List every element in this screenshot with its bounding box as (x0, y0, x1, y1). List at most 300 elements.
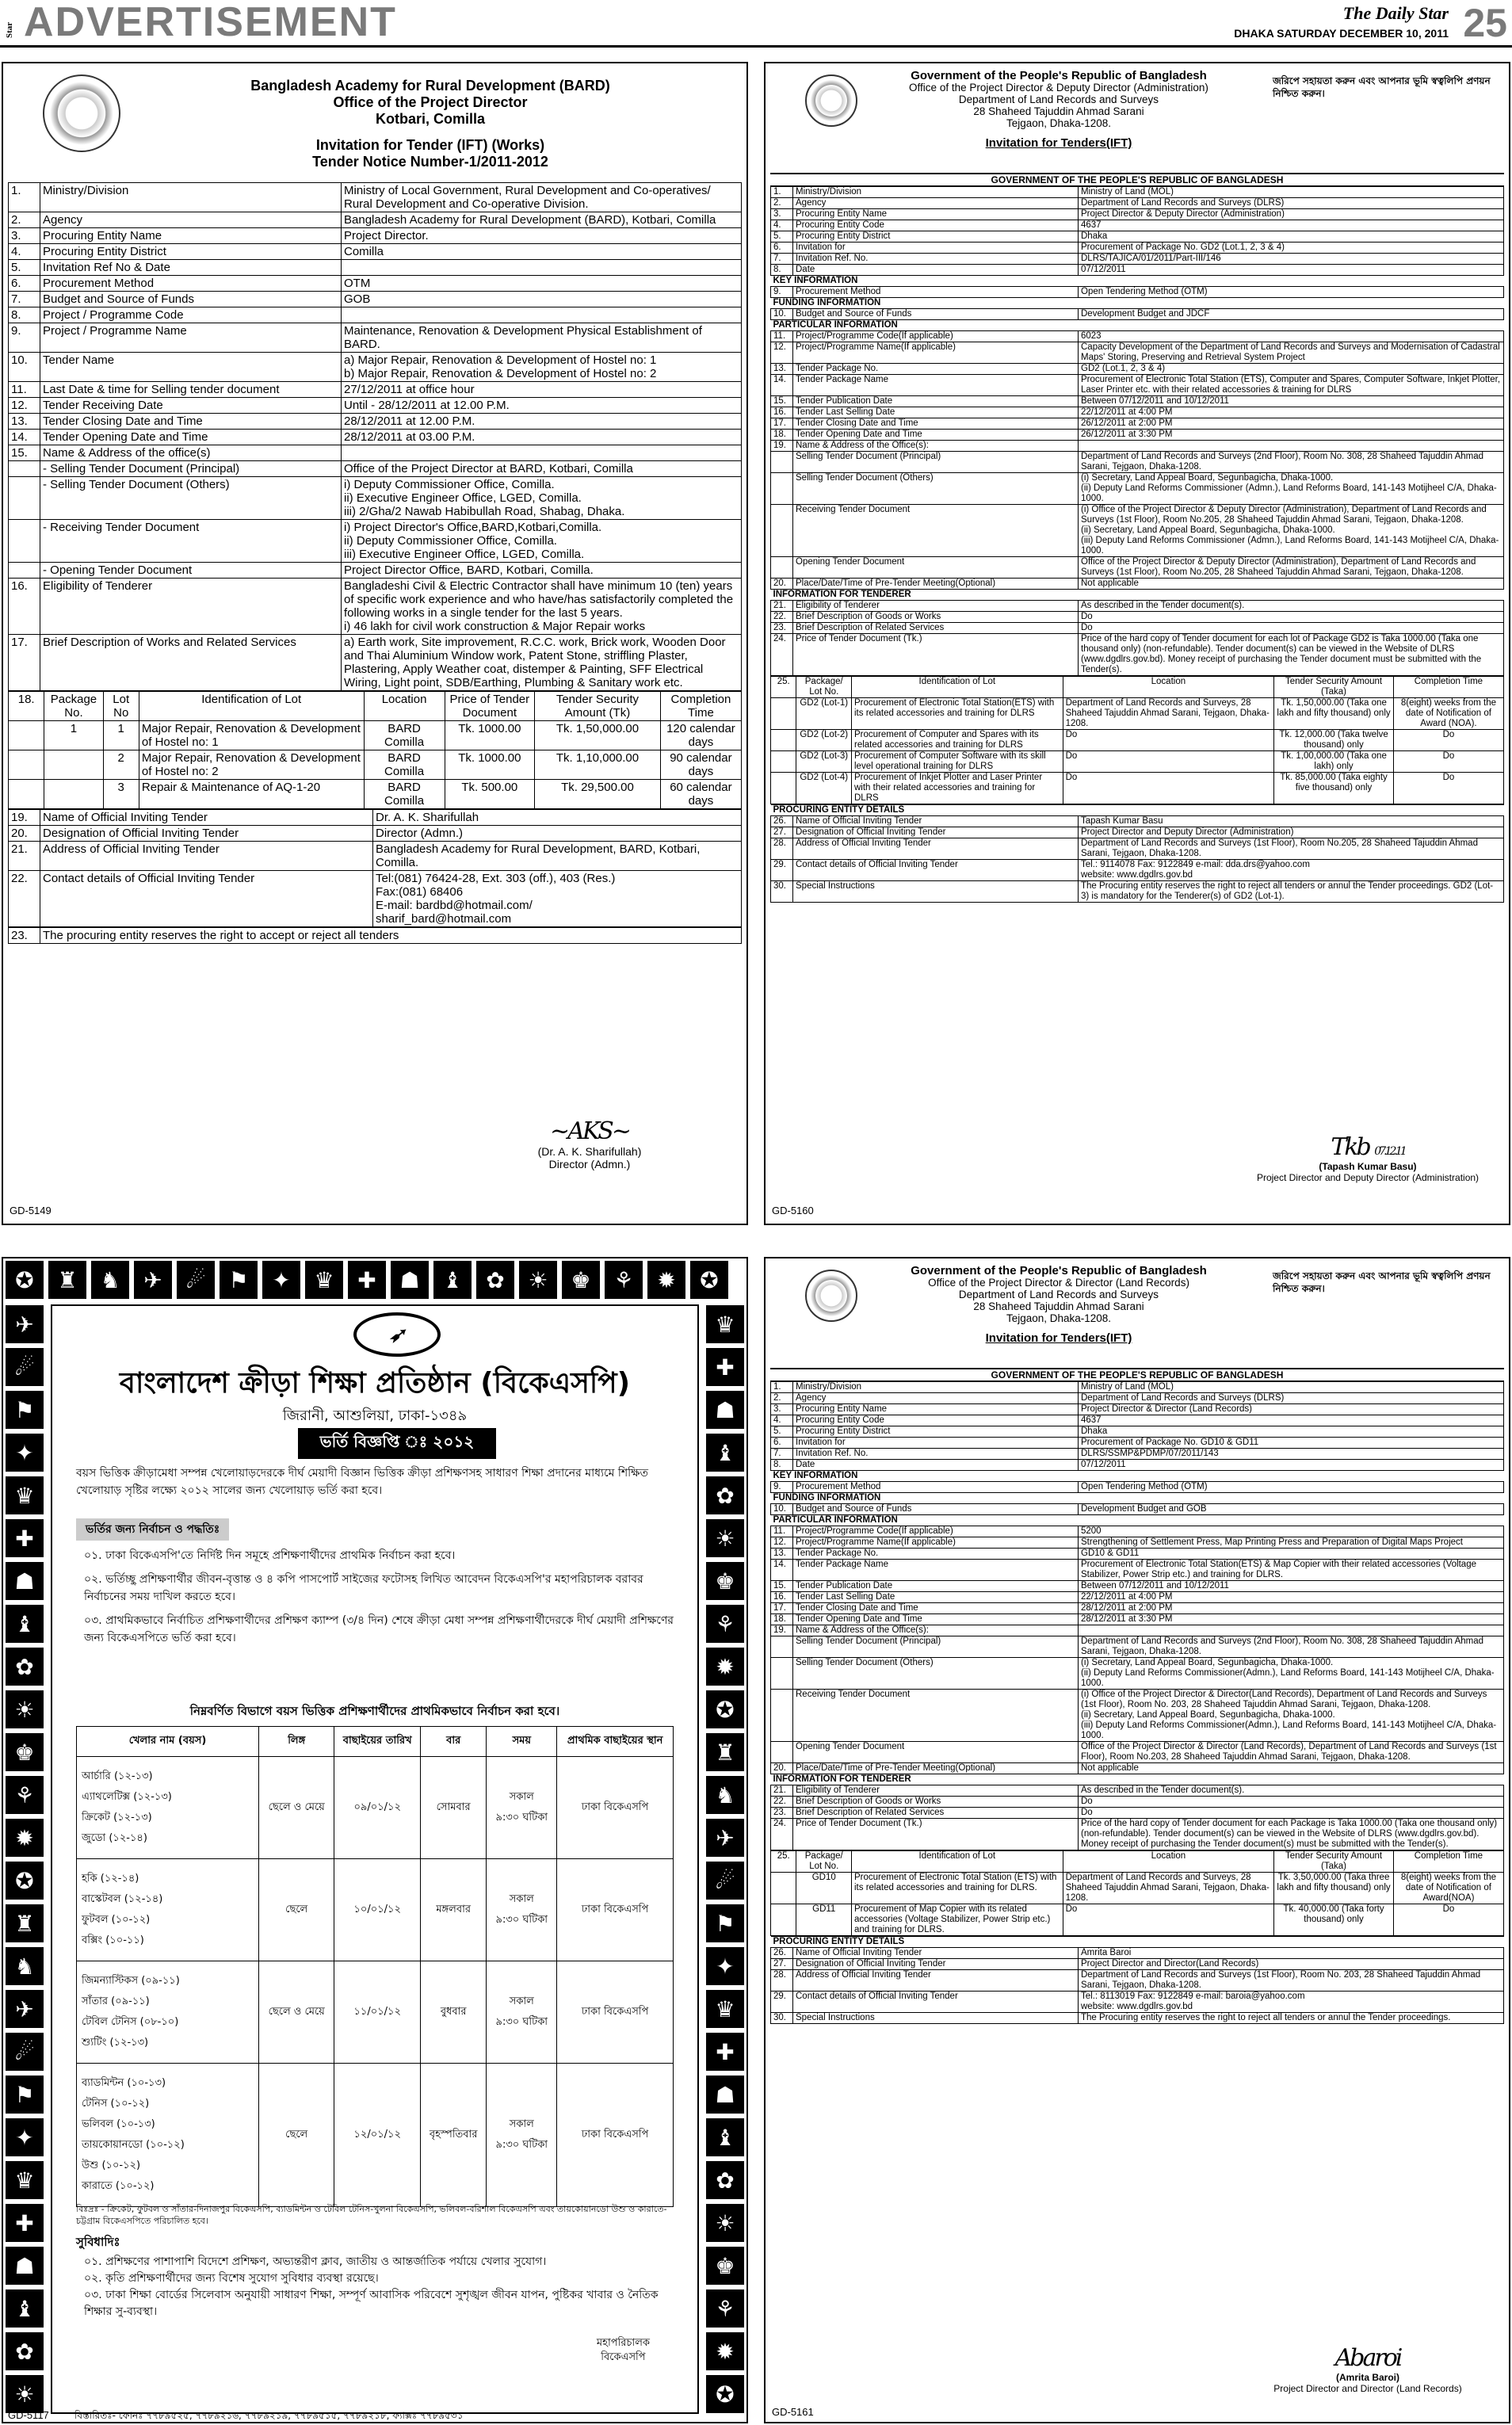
blank-cell (9, 750, 44, 780)
row-value: Maintenance, Renovation & Development Physical Establishment of BARD. (342, 323, 742, 353)
bksp-address: জিরানী, আশুলিয়া, ঢাকা-১৩৪৯ (282, 1407, 468, 1424)
row-value: (i) Secretary, Land Appeal Board, Segunbagicha, Dhaka-1000. (ii) Deputy Land Reforms Commissioner (Admn.), Land Reforms Board, 141-143 Motijheel C/A, Dhaka-1000. (1079, 473, 1504, 505)
sports-icon-strip-right (704, 1303, 746, 2415)
karate-icon: ☀ (6, 1690, 44, 1728)
lot-cell: GD2 (Lot-4) (796, 773, 852, 804)
department: Department of Land Records and Surveys (958, 94, 1159, 105)
hockey-icon: ⚑ (706, 1904, 744, 1942)
table-row (771, 1493, 1504, 1504)
row-number: 3. (771, 209, 793, 220)
column-header: সময় (487, 1727, 557, 1757)
row-value (342, 445, 742, 461)
row-label: Tender Package Name (793, 1560, 1079, 1581)
row-number: 7. (771, 1449, 793, 1460)
row-value: DLRS/SSMP&PDMP/07/2011/143 (1079, 1449, 1504, 1460)
benefit-item: ০২. কৃতি প্রশিক্ষণার্থীদের জন্য বিশেষ সুযোগ সুবিধার ব্যবস্থা রয়েছে। (84, 2272, 379, 2285)
table-row (771, 396, 1504, 407)
column-header: প্রাথমিক বাছাইয়ের স্থান (557, 1727, 674, 1757)
row-label: Brief Description of Goods or Works (793, 612, 1079, 623)
row-value: 22/12/2011 at 4:00 PM (1079, 1592, 1504, 1603)
row-value: Price of the hard copy of Tender document for each Package is Taka 1000.00 (Taka one thousand only) (non-refundable). Tender document(s) can be viewed in the Website of DLRS (www.dgdlrs.gov.bd). Money receipt of purchasing the Tender document(s) must be submitted with the Tender(s). (1079, 1819, 1504, 1850)
row-label: Designation of Official Inviting Tender (793, 1959, 1079, 1970)
swimming-icon: ✈ (6, 1305, 44, 1343)
lot-row (771, 773, 1504, 804)
column-header: 18. (9, 692, 44, 721)
schedule-cell: সকাল ৯:৩০ ঘটিকা (487, 1757, 557, 1859)
athletics-icon: ⚘ (706, 2289, 744, 2328)
row-value: Project Director and Director(Land Records) (1079, 1959, 1504, 1970)
table-row (771, 1592, 1504, 1603)
tennis-icon: ♝ (706, 1434, 744, 1472)
ift-title: Invitation for Tenders(IFT) (985, 136, 1132, 150)
table-row (771, 590, 1504, 601)
table-row (771, 287, 1504, 298)
table-row (771, 1482, 1504, 1493)
schedule-cell: সকাল ৯:৩০ ঘটিকা (487, 2064, 557, 2207)
table-row (9, 307, 742, 323)
lot-cell: Do (1063, 773, 1274, 804)
row-number: 1. (771, 187, 793, 198)
lot-cell: 1 (44, 721, 103, 750)
row-value: 6023 (1079, 331, 1504, 342)
bksp-admission-ad (2, 1257, 748, 2423)
lot-cell: BARD Comilla (364, 721, 445, 750)
row-label: Receiving Tender Document (793, 505, 1079, 557)
table-row (771, 1948, 1504, 1959)
row-label: - Opening Tender Document (40, 563, 342, 579)
table-row (771, 418, 1504, 430)
lot-row (771, 698, 1504, 730)
department: Department of Land Records and Surveys (958, 1289, 1159, 1300)
row-value: 07/12/2011 (1079, 1460, 1504, 1471)
table-row (9, 635, 742, 691)
column-header: খেলার নাম (বয়স) (77, 1727, 259, 1757)
lot-header-row (771, 677, 1504, 698)
lot-cell: 2 (103, 750, 139, 780)
athletics-icon: ⚘ (605, 1261, 643, 1299)
row-number: 5. (771, 1426, 793, 1438)
table-row (9, 212, 742, 228)
row-number: 14. (9, 430, 40, 445)
lot-cell: Major Repair, Renovation & Development of Hostel no: 2 (139, 750, 364, 780)
row-value: 28/12/2011 at 2:00 PM (1079, 1603, 1504, 1614)
section-title: ADVERTISEMENT (24, 0, 397, 45)
row-number: 22. (9, 871, 40, 927)
section-heading: KEY INFORMATION (771, 276, 1504, 287)
row-value: a) Major Repair, Renovation & Development of Hostel no: 1 b) Major Repair, Renovation & Development of Hostel no: 2 (342, 353, 742, 382)
row-number: 5. (771, 231, 793, 242)
row-label: Project/Programme Name(If applicable) (793, 342, 1079, 364)
row-label: Address of Official Inviting Tender (40, 842, 373, 871)
row-value: 26/12/2011 at 2:00 PM (1079, 418, 1504, 430)
section-heading: PROCURING ENTITY DETAILS (771, 805, 1504, 816)
archery-icon: ✪ (6, 1261, 44, 1299)
basketball-icon: ✹ (6, 1819, 44, 1857)
lot-cell: BARD Comilla (364, 750, 445, 780)
row-number (9, 563, 40, 579)
row-value: 27/12/2011 at office hour (342, 382, 742, 398)
signature-block (1233, 1133, 1502, 1183)
schedule-cell: সকাল ৯:৩০ ঘটিকা (487, 1859, 557, 1961)
table-row (9, 871, 742, 927)
schedule-row (77, 1859, 674, 1961)
column-header: Package/ Lot No. (796, 1851, 852, 1873)
table-row (771, 634, 1504, 676)
blank-cell (771, 698, 796, 730)
row-number: 15. (771, 1581, 793, 1592)
schedule-cell: ব্যাডমিন্টন (১০-১৩) টেনিস (১০-১২) ভলিবল (১০-১৩) তায়কোয়ানডো (১০-১২) উশু (১০-১২) কারাতে (১০-১২) (77, 2064, 259, 2207)
row-label: Tender Last Selling Date (793, 407, 1079, 418)
row-value: Between 07/12/2011 and 10/12/2011 (1079, 396, 1504, 407)
lot-cell: Do (1393, 1904, 1503, 1936)
row-label: Budget and Source of Funds (793, 1504, 1079, 1515)
column-header: Identification of Lot (139, 692, 364, 721)
row-label: Ministry/Division (793, 187, 1079, 198)
row-number (771, 1690, 793, 1742)
column-header: Price of Tender Document (445, 692, 534, 721)
row-value: Development Budget and GOB (1079, 1504, 1504, 1515)
row-value: Tel.: 8113019 Fax: 9122849 e-mail: baroia@yahoo.com website: www.dgdlrs.gov.bd (1079, 1992, 1504, 2013)
table-row (771, 1471, 1504, 1482)
row-number: 17. (9, 635, 40, 691)
row-value: 28/12/2011 at 12.00 P.M. (342, 414, 742, 430)
lot-cell: Tk. 1,10,000.00 (535, 750, 661, 780)
row-label: Procuring Entity District (793, 231, 1079, 242)
benefit-item: ০৩. ঢাকা শিক্ষা বোর্ডের সিলেবাস অনুযায়ী সাধারণ শিক্ষা, সম্পূর্ণ আবাসিক পরিবেশে সুশৃঙ্খল জীবন যাপন, পুষ্টিকর খাবার ও নৈতিক শিক্ষার সু-ব্যবস্থা। (84, 2289, 659, 2318)
table-row (771, 1415, 1504, 1426)
volleyball-icon: ☗ (391, 1261, 429, 1299)
row-label: Special Instructions (793, 2013, 1079, 2024)
row-value: 4637 (1079, 1415, 1504, 1426)
signer-title: Director (Admn.) (548, 1158, 631, 1170)
lot-cell: 60 calendar days (660, 780, 741, 809)
row-label: Date (793, 1460, 1079, 1471)
karate-icon: ☀ (6, 2375, 44, 2413)
lot-cell: Tk. 85,000.00 (Taka eighty five thousand) only (1274, 773, 1394, 804)
table-row (771, 816, 1504, 827)
row-value: GD2 (Lot.1, 2, 3 & 4) (1079, 364, 1504, 375)
tender-table: 1. Ministry/Division Ministry of Local Government, Rural Development and Co-operatives/ Rural Development and Co-operative Division. 2. Agency Bangladesh Academy for Rural Development (BARD), Kotbari, Comilla 3. Procuring Entity Name Project Director. 4. Procuring Entity District Comilla 5. Invitation Ref No & Date 6. Procurement Method OTM 7. Budget and Source of Funds GOB 8. Project / Programme Code 9. Project / Programme Name Maintenance, Renovation & Development Physical Establishment of BARD. 10. Tender Name a) Major Repair, Renovation & Development of Hostel no: 1 b) Major Repair, Renovation & Development of Hostel no: 2 11. Last Date & time for Selling tender document 27/12/2011 at office hour 12. Tender Receiving Date Until - 28/12/2011 at 12.00 P.M. 13. Tender Closing Date and Time 28/12/2011 at 12.00 P.M. 14. Tender Opening Date and Time 28/12/2011 at 03.00 P.M. 15. Name & Address of the office(s) - Selling Tender Document (Principal) Office of the Project Director at BARD, Kotbari, Comilla - Selling Tender Document (Others) i) Deputy Commissioner Office, Comilla. ii) Executive Engineer Office, LGED, Comilla. iii) 2/Gha/2 Nawab Habibullah Road, Shabag, Dhaka. - Receiving Tender Document i) Project Director's Office,BARD,Kotbari,Comilla. ii) Deputy Commissioner Office, Comilla. iii) Executive Engineer Office, LGED, Comilla. - Opening Tender Document Project Director Office, BARD, Kotbari, Comilla. 16. Eligibility of Tenderer Bangladeshi Civil & Electric Contractor shall have minimum 10 (ten) years of specific work experience and who have/has satisfactorily completed the following works in a single tender for the last 5 years. i) 46 lakh for civil work construction & Major Repair works 17. Brief Description of Works and Related Services a) Earth work, Site improvement, R.C.C. work, Brick work, Wooden Door and Thai Aluminium Window work, Patent Stone, striffling Plaster, Plastering, Apply Weather coat, distemper & Painting, SFF Electrical Wiring, Light point, SDB/Earthing, Plumbing & Sanitary work etc. 18. Package No. Lot No Identification of Lot Location Price of Tender Document Tender Security Amount (Tk) Completion Time 1 1 Major Repair, Renovation & Development of Hostel no: 1 BARD Comilla Tk. 1000.00 Tk. 1,50,000.00 120 calendar days 2 Major Repair, Renovation & Development of Hostel no: 2 BARD Comilla Tk. 1000.00 Tk. 1,10,000.00 90 calendar days 3 Repair & Maintenance of AQ-1-20 BARD Comilla Tk. 500.00 Tk. 29,500.00 60 calendar days 19. Name of Official Inviting Tender Dr. A. K. Sharifullah 20. Designation of Official Inviting Tender Director (Admn.) 21. Address of Official Inviting Tender Bangladesh Academy for Rural Development, BARD, Kotbari, Comilla. 22. Contact details of Official Inviting Tender Tel:(081) 76424-28, Ext. 303 (off.), 403 (Res.) Fax:(081) 68406 E-mail: bardbd@hotmail.com/ sharif_bard@hotmail.com 23. The procuring entity reserves the right to accept or reject all tenders (8, 182, 742, 944)
row-label: Tender Receiving Date (40, 398, 342, 414)
bksp-content (51, 1304, 699, 2414)
table-row (9, 276, 742, 292)
judo-icon: ✿ (6, 2332, 44, 2370)
row-value: Development Budget and JDCF (1079, 309, 1504, 320)
table-row (771, 1970, 1504, 1992)
row-value: Procurement of Package No. GD2 (Lot.1, 2, 3 & 4) (1079, 242, 1504, 254)
table-row (771, 601, 1504, 612)
ad-code: GD-5160 (772, 1205, 814, 1216)
table-row (9, 414, 742, 430)
badminton-icon: ♚ (706, 1562, 744, 1600)
row-label: Procuring Entity District (40, 244, 342, 260)
lot-row (771, 730, 1504, 751)
dg-org: বিকেএসপি (601, 2351, 646, 2363)
table-row (771, 1549, 1504, 1560)
row-value: Tel:(081) 76424-28, Ext. 303 (off.), 403 (Res.) Fax:(081) 68406 E-mail: bardbd@hotmail.com/ sharif_bard@hotmail.com (373, 871, 742, 927)
row-number: 24. (771, 634, 793, 676)
table-row (771, 1537, 1504, 1549)
row-value: Do (1079, 1797, 1504, 1808)
lot-cell: Tk. 1,00,000.00 (Taka one lakh) only (1274, 751, 1394, 773)
karate-icon: ☀ (706, 1519, 744, 1557)
row-number: 13. (771, 1549, 793, 1560)
row-label: Eligibility of Tenderer (793, 601, 1079, 612)
row-number: 13. (771, 364, 793, 375)
row-value: Procurement of Electronic Total Station(ETS) & Map Copier with their related accessories (Voltage Stabilizer, Power Strip etc.) and training for DLRS. (1079, 1560, 1504, 1581)
row-value: Project Director and Deputy Director (Administration) (1079, 827, 1504, 838)
row-value: Project Director Office, BARD, Kotbari, Comilla. (342, 563, 742, 579)
bard-tender-ad (2, 62, 748, 1225)
lot-cell: Do (1063, 1904, 1274, 1936)
row-value: i) Project Director's Office,BARD,Kotbari,Comilla. ii) Deputy Commissioner Office, Comilla. iii) Executive Engineer Office, LGED, Comilla. (342, 520, 742, 563)
table-row (9, 353, 742, 382)
signer-name: (Dr. A. K. Sharifullah) (537, 1145, 642, 1158)
table-row (771, 1393, 1504, 1404)
row-number: 20. (9, 826, 40, 842)
table-row (771, 452, 1504, 473)
table-row (771, 1449, 1504, 1460)
row-number: 12. (771, 1537, 793, 1549)
row-number: 9. (771, 1482, 793, 1493)
football-icon: ✦ (6, 2118, 44, 2156)
tender-table (770, 173, 1504, 903)
row-value: 4637 (1079, 220, 1504, 231)
row-number: 27. (771, 1959, 793, 1970)
row-label: Agency (40, 212, 342, 228)
table-row (771, 838, 1504, 860)
row-label: Procuring Entity Name (793, 209, 1079, 220)
row-value: Dhaka (1079, 1426, 1504, 1438)
volleyball-icon: ☗ (706, 2076, 744, 2114)
table-row (771, 1636, 1504, 1658)
table-row (771, 860, 1504, 881)
table-row (771, 1581, 1504, 1592)
blank-cell (771, 1904, 796, 1936)
football-icon: ✦ (6, 1434, 44, 1472)
benefit-item: ০১. প্রশিক্ষণের পাশাপাশি বিদেশে প্রশিক্ষণ, অভ্যন্তরীণ ক্লাব, জাতীয় ও আন্তর্জাতিক পর্যায়ে খেলার সুযোগ। (84, 2255, 547, 2268)
table-row (771, 1426, 1504, 1438)
blank-cell (9, 780, 44, 809)
sports-icon-strip-top (3, 1258, 731, 1301)
table-row (771, 1504, 1504, 1515)
row-label: Procuring Entity District (793, 1426, 1079, 1438)
lot-cell: Procurement of Map Copier with its related accessories (Voltage Stabilizer, Power Strip etc.) and training for DLRS. (852, 1904, 1063, 1936)
table-row (771, 407, 1504, 418)
table-row (771, 1774, 1504, 1785)
table-row (9, 563, 742, 579)
row-number: 12. (771, 342, 793, 364)
table-row (9, 520, 742, 563)
selection-point: ০১. ঢাকা বিকেএসপি'তে নির্দিষ্ট দিন সমূহে প্রশিক্ষণার্থীদের প্রাথমিক নির্বাচন করা হবে। (84, 1549, 456, 1562)
table-row (9, 477, 742, 520)
table-row (771, 1992, 1504, 2013)
judo-icon: ✿ (706, 1476, 744, 1514)
row-number (9, 461, 40, 477)
row-number: 3. (771, 1404, 793, 1415)
office-name: Office of the Project Director & Director (Land Records) (928, 1277, 1189, 1289)
row-value: Office of the Project Director & Deputy Director (Administration), Department of Land Records and Surveys (1st Floor), Room No.205, 28 Shaheed Tajuddin Ahmad Sarani, Tejgaon, Dhaka-1208. (1079, 557, 1504, 579)
gymnastics-icon: ✚ (6, 1519, 44, 1557)
row-value: Not applicable (1079, 579, 1504, 590)
row-number (771, 1636, 793, 1658)
row-number: 16. (771, 407, 793, 418)
row-label: Invitation for (793, 1438, 1079, 1449)
cricket-icon: ♛ (6, 2161, 44, 2199)
row-number: 28. (771, 838, 793, 860)
lot-cell: Tk. 29,500.00 (535, 780, 661, 809)
row-value (342, 260, 742, 276)
section-heading: FUNDING INFORMATION (771, 1493, 1504, 1504)
row-value: Project Director & Deputy Director (Administration) (1079, 209, 1504, 220)
row-number: 12. (9, 398, 40, 414)
selection-points (84, 1547, 674, 1653)
table-row (771, 1658, 1504, 1690)
row-number: 2. (771, 198, 793, 209)
row-label: Tender Closing Date and Time (40, 414, 342, 430)
row-value: Bangladesh Academy for Rural Development, BARD, Kotbari, Comilla. (373, 842, 742, 871)
table-row (771, 1560, 1504, 1581)
row-value: Open Tendering Method (OTM) (1079, 1482, 1504, 1493)
table-row (771, 1742, 1504, 1763)
lot-cell: GD2 (Lot-2) (796, 730, 852, 751)
lot-cell: Tk. 1000.00 (445, 750, 534, 780)
row-number (9, 477, 40, 520)
row-number: 2. (9, 212, 40, 228)
row-value: Tapash Kumar Basu (1079, 816, 1504, 827)
lot-cell: Tk. 3,50,000.00 (Taka three lakh and fifty thousand) only (1274, 1873, 1394, 1904)
table-row (771, 1819, 1504, 1850)
gov-name: Government of the People's Republic of Bangladesh (911, 1264, 1207, 1277)
row-number: 15. (771, 396, 793, 407)
row-label: Invitation Ref. No. (793, 1449, 1079, 1460)
table-row (771, 505, 1504, 557)
lot-cell: Department of Land Records and Surveys, 28 Shaheed Tajuddin Ahmad Sarani, Tejgaon, Dhaka-1208. (1063, 698, 1274, 730)
cricket-icon: ♛ (6, 1476, 44, 1514)
table-row (771, 1614, 1504, 1625)
row-label: Place/Date/Time of Pre-Tender Meeting(Optional) (793, 1763, 1079, 1774)
row-label: Opening Tender Document (793, 1742, 1079, 1763)
football-icon: ✦ (706, 1947, 744, 1985)
table-row (771, 1937, 1504, 1948)
lot-cell: Department of Land Records and Surveys, 28 Shaheed Tajuddin Ahmad Sarani, Tejgaon, Dhaka-1208. (1063, 1873, 1274, 1904)
basketball-icon: ✹ (647, 1261, 685, 1299)
contact-line: বিস্তারিতঃ- ফোনঃ ৭৭৮৯৫২৫, ৭৭৮৯২১৬, ৭৭৮৯২১৯, ৭৭৮৯৫১৫, ৭৭৮৯২১৮, ফ্যাক্সঃ ৭৭৮৯৫৩১ (74, 2410, 464, 2421)
org-name: Bangladesh Academy for Rural Development (BARD) (250, 78, 610, 94)
admission-notice: ভর্তি বিজ্ঞপ্তি ঃ ২০১২ (298, 1428, 496, 1459)
office-name: Office of the Project Director (333, 94, 528, 110)
row-number: 17. (771, 1603, 793, 1614)
row-label: Tender Name (40, 353, 342, 382)
table-row (771, 187, 1504, 198)
row-number: 9. (9, 323, 40, 353)
badminton-icon: ♚ (6, 1733, 44, 1771)
row-label: Address of Official Inviting Tender (793, 838, 1079, 860)
table-row (771, 1382, 1504, 1393)
table-row (771, 1526, 1504, 1537)
football-icon: ✦ (262, 1261, 300, 1299)
row-number: 29. (771, 860, 793, 881)
row-number: 26. (771, 816, 793, 827)
table-row (9, 183, 742, 212)
cricket-icon: ♛ (706, 1990, 744, 2028)
row-label: Tender Last Selling Date (793, 1592, 1079, 1603)
address-line-1: 28 Shaheed Tajuddin Ahmad Sarani (973, 1300, 1144, 1312)
ift-title: Invitation for Tenders(IFT) (985, 1331, 1132, 1345)
reserve-right-text: The procuring entity reserves the right to accept or reject all tenders (40, 928, 742, 944)
table-row (9, 430, 742, 445)
selection-heading: ভর্তির জন্য নির্বাচন ও পদ্ধতিঃ (76, 1518, 229, 1541)
row-label: Tender Closing Date and Time (793, 418, 1079, 430)
lot-cell: Do (1393, 773, 1503, 804)
row-number: 21. (771, 601, 793, 612)
row-label: Name & Address of the Office(s): (793, 1625, 1079, 1636)
lot-cell (44, 780, 103, 809)
row-number: 6. (771, 1438, 793, 1449)
row-label: Brief Description of Goods or Works (793, 1797, 1079, 1808)
schedule-cell: ১০/০১/১২ (334, 1859, 421, 1961)
row-number: 18. (771, 430, 793, 441)
swimming-icon: ✈ (134, 1261, 172, 1299)
table-row (771, 881, 1504, 903)
table-row (771, 231, 1504, 242)
row-label: Special Instructions (793, 881, 1079, 903)
row-value: Department of Land Records and Surveys (2nd Floor), Room No. 308, 28 Shaheed Tajuddin Ahmad Sarani, Tejgaon, Dhaka-1208. (1079, 452, 1504, 473)
signer-name: (Tapash Kumar Basu) (1319, 1161, 1417, 1172)
table-row (9, 842, 742, 871)
column-header: 25. (771, 1851, 796, 1873)
row-number (771, 1658, 793, 1690)
row-label: Procurement Method (793, 287, 1079, 298)
row-value: Bangladeshi Civil & Electric Contractor shall have minimum 10 (ten) years of specific work experience and who have/has satisfactorily completed the following works in a single tender for the last 5 years. i) 46 lakh for civil work construction & Major Repair works (342, 579, 742, 635)
blank-cell (9, 721, 44, 750)
row-value: Dr. A. K. Sharifullah (373, 810, 742, 826)
row-label: Project/Programme Code(If applicable) (793, 331, 1079, 342)
judo-icon: ✿ (476, 1261, 514, 1299)
table-row (771, 1460, 1504, 1471)
lot-cell: Procurement of Inkjet Plotter and Laser Printer with their related accessories and training for DLRS (852, 773, 1063, 804)
table-row (771, 441, 1504, 452)
signature-block (471, 1117, 708, 1170)
gymnastics-icon: ✚ (706, 2033, 744, 2071)
schedule-cell: সোমবার (421, 1757, 487, 1859)
karate-icon: ☀ (706, 2204, 744, 2242)
row-value: Tel.: 9114078 Fax: 9122849 e-mail: dda.drs@yahoo.com website: www.dgdlrs.gov.bd (1079, 860, 1504, 881)
table-row (771, 1959, 1504, 1970)
table-row (771, 276, 1504, 287)
column-header: Package No. (44, 692, 103, 721)
dg-title: মহাপরিচালক (596, 2337, 650, 2349)
lot-cell (44, 750, 103, 780)
table-row (9, 323, 742, 353)
table-row (771, 242, 1504, 254)
blank-cell (771, 1873, 796, 1904)
lot-cell: 8(eight) weeks from the date of Notification of Award(NOA) (1393, 1873, 1503, 1904)
selection-point: ০২. ভর্তিচ্ছু প্রশিক্ষণার্থীর জীবন-বৃত্তান্ত ও ৪ কপি পাসপোর্ট সাইজের ফটোসহ লিখিত আবেদন বিকেএসপি'র মহাপরিচালক বরাবর নির্বাচনের সময় দাখিল করতে হবে। (84, 1573, 643, 1603)
row-label: Procurement Method (793, 1482, 1079, 1493)
row-label: Project / Programme Name (40, 323, 342, 353)
shooting-icon: ♞ (6, 1947, 44, 1985)
shooting-icon: ♞ (91, 1261, 129, 1299)
row-number: 1. (9, 183, 40, 212)
table-row (9, 260, 742, 276)
row-number: 21. (771, 1785, 793, 1797)
lot-cell: Tk. 1,50,000.00 (535, 721, 661, 750)
table-row (771, 1808, 1504, 1819)
table-row (771, 1763, 1504, 1774)
row-number: 4. (9, 244, 40, 260)
lot-cell: Do (1063, 730, 1274, 751)
